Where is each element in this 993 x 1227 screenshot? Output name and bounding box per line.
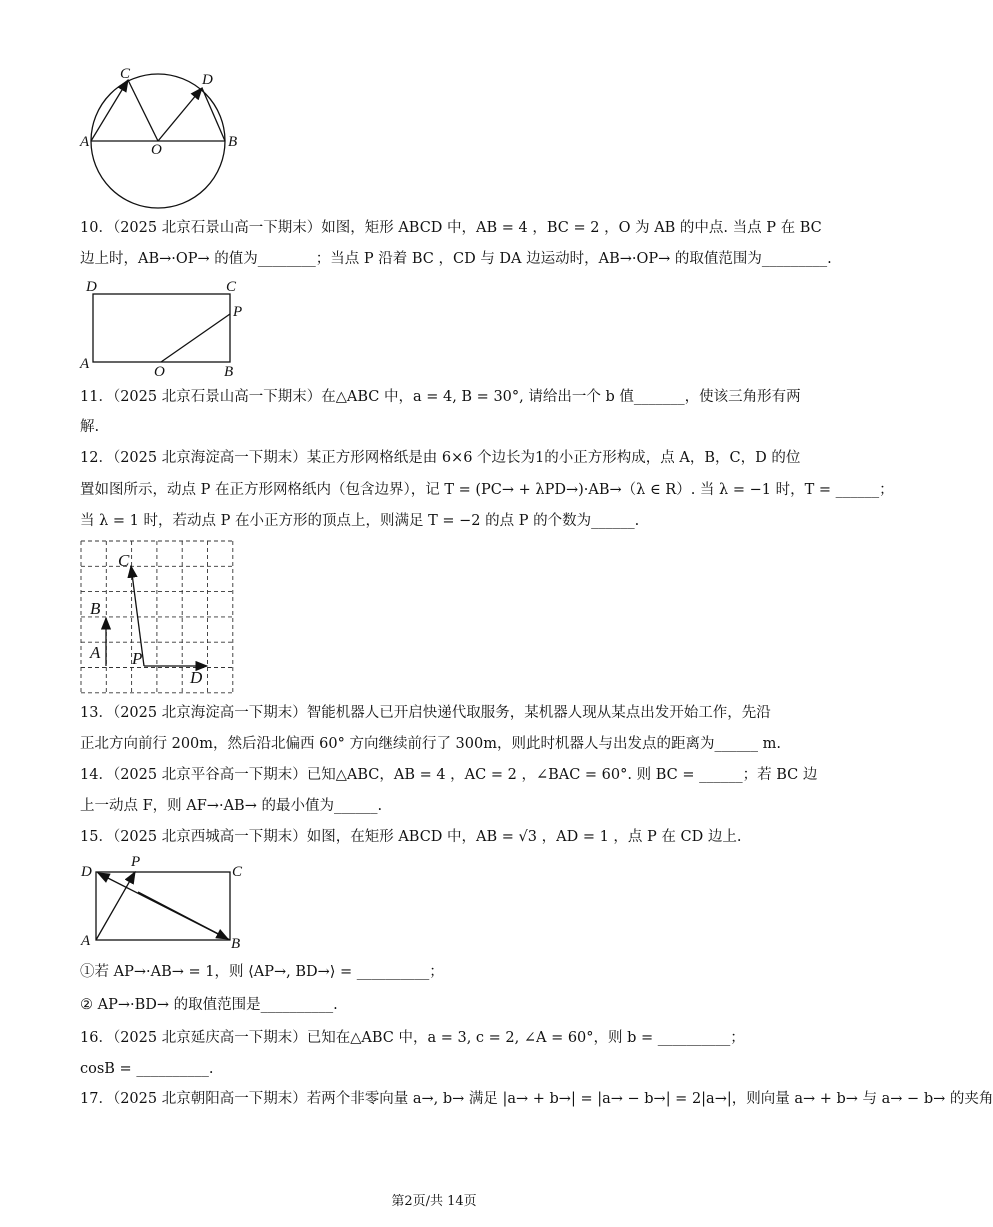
q15-part1: ①若 AP→·AB→ = 1，则 ⟨AP→, BD→⟩ = __________； [80, 964, 444, 980]
label-o: O [154, 364, 165, 380]
vector-od [158, 88, 202, 141]
label-a: A [81, 933, 91, 949]
q11-line1: 11．（2025 北京石景山高一下期末）在△ABC 中，a = 4, B = 30°, 请给出一个 b 值_______，使该三角形有两 [80, 389, 801, 405]
label-a: A [80, 356, 90, 372]
label-p: P [233, 304, 243, 320]
label-d: D [202, 72, 213, 88]
vector-ac [91, 80, 128, 141]
rectangle-diagram-q15 [78, 852, 258, 952]
page-footer: 第2页/共 14页 [391, 1194, 477, 1209]
label-a: A [90, 643, 101, 662]
q17-line1: 17．（2025 北京朝阳高一下期末）若两个非零向量 a→, b→ 满足 |a→ + b→| = |a→ − b→| = 2|a→|，则向量 a→ + b→ 与 a→ − b→ 的夹角 [80, 1091, 993, 1107]
q12-line1: 12．（2025 北京海淀高一下期末）某正方形网格纸是由 6×6 个边长为1的小正方形构成，点 A，B，C，D 的位 [80, 450, 801, 466]
q16-line1: 16．（2025 北京延庆高一下期末）已知在△ABC 中，a = 3, c = 2, ∠A = 60°，则 b = __________； [80, 1030, 745, 1046]
q10-line1: 10．（2025 北京石景山高一下期末）如图，矩形 ABCD 中，AB = 4 ，BC = 2 ，O 为 AB 的中点. 当点 P 在 BC [80, 220, 822, 236]
q14-line2: 上一动点 F，则 AF→·AB→ 的最小值为______. [80, 798, 383, 814]
label-c: C [118, 551, 130, 570]
grid-diagram [78, 540, 238, 694]
label-d: D [86, 279, 97, 295]
circle-diagram [78, 68, 248, 208]
label-p: P [131, 854, 141, 870]
label-a: A [80, 134, 90, 150]
q13-line1: 13．（2025 北京海淀高一下期末）智能机器人已开启快递代取服务，某机器人现从某点出发开始工作，先沿 [80, 705, 771, 721]
q15-part2: ② AP→·BD→ 的取值范围是__________. [80, 997, 338, 1013]
q12-line3: 当 λ = 1 时，若动点 P 在小正方形的顶点上，则满足 T = −2 的点 P 的个数为______. [80, 513, 640, 529]
q13-line2: 正北方向前行 200m，然后沿北偏西 60° 方向继续前行了 300m，则此时机器人与出发点的距离为______ m. [80, 736, 781, 752]
label-b: B [224, 364, 234, 380]
q16-line2: cosB = __________. [80, 1061, 214, 1077]
label-c: C [226, 279, 237, 295]
label-b: B [231, 936, 241, 952]
q11-line2: 解. [80, 419, 100, 435]
label-c: C [232, 864, 243, 880]
rectangle-diagram [78, 276, 258, 380]
segment-op [161, 314, 230, 362]
label-b: B [90, 599, 101, 618]
q14-line1: 14．（2025 北京平谷高一下期末）已知△ABC，AB = 4 ，AC = 2 ，∠BAC = 60°. 则 BC = ______；若 BC 边 [80, 767, 818, 783]
label-p: P [132, 649, 143, 668]
label-d: D [81, 864, 92, 880]
label-d: D [190, 668, 203, 687]
label-b: B [228, 134, 238, 150]
q12-line2: 置如图所示，动点 P 在正方形网格纸内（包含边界），记 T = (PC→ + λPD→)·AB→（λ ∈ R）. 当 λ = −1 时，T = ______； [80, 482, 894, 498]
segment-db [202, 88, 225, 141]
vector-db [138, 892, 228, 939]
segment-co [128, 80, 158, 141]
q10-line2: 边上时，AB→·OP→ 的值为________；当点 P 沿着 BC ，CD 与 DA 边运动时，AB→·OP→ 的取值范围为_________. [80, 251, 832, 267]
q15-line1: 15．（2025 北京西城高一下期末）如图，在矩形 ABCD 中，AB = √3 ，AD = 1 ，点 P 在 CD 边上. [80, 829, 742, 845]
label-c: C [120, 66, 131, 82]
label-o: O [151, 142, 162, 158]
